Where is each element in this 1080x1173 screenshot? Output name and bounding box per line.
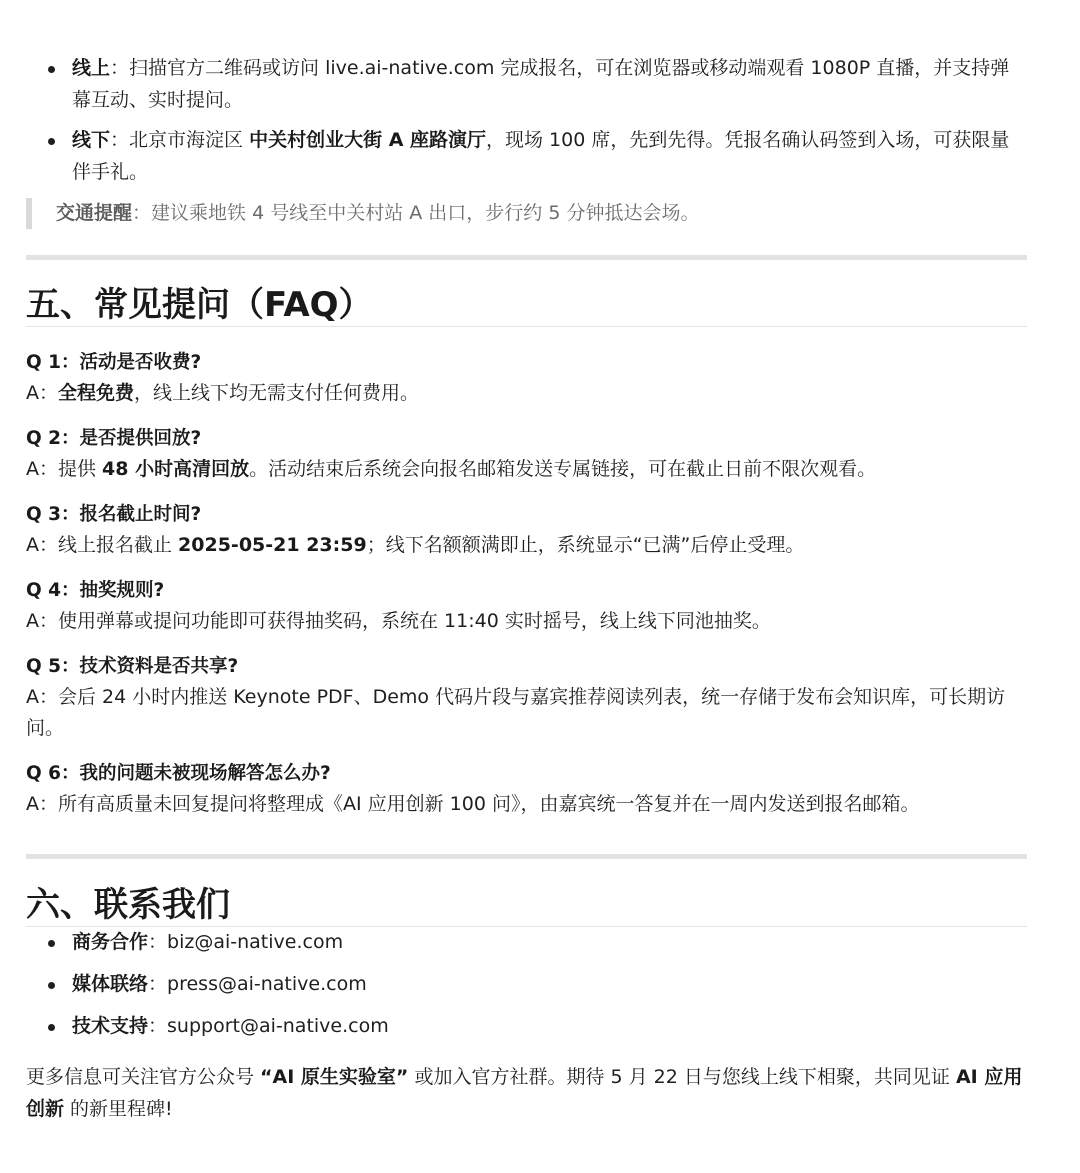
faq-answer: A：提供 48 小时高清回放。活动结束后系统会向报名邮箱发送专属链接，可在截止日前不限次观看。 xyxy=(26,458,877,480)
document-content xyxy=(26,0,1027,1125)
faq-answer: A：使用弹幕或提问功能即可获得抽奖码，系统在 11:40 实时摇号，线上线下同池抽奖。 xyxy=(26,610,771,632)
contact-item-support: 技术支持：support@ai-native.com xyxy=(26,1011,1027,1042)
faq-item xyxy=(26,575,1027,637)
media-email: press@ai-native.com xyxy=(167,973,367,995)
faq-question: Q 5：技术资料是否共享? xyxy=(26,656,239,677)
faq-item xyxy=(26,423,1027,485)
faq-item xyxy=(26,651,1027,744)
faq-answer: A：会后 24 小时内推送 Keynote PDF、Demo 代码片段与嘉宾推荐阅读列表，统一存储于发布会知识库，可长期访问。 xyxy=(26,686,1006,739)
faq-answer: A：所有高质量未回复提问将整理成《AI 应用创新 100 问》，由嘉宾统一答复并在一周内发送到报名邮箱。 xyxy=(26,793,920,815)
traffic-note-quote: 交通提醒：建议乘地铁 4 号线至中关村站 A 出口，步行约 5 分钟抵达会场。 xyxy=(26,198,1027,229)
closing-paragraph: 更多信息可关注官方公众号 “AI 原生实验室” 或加入官方社群。期待 5 月 22 日与您线上线下相聚，共同见证 AI 应用创新 的新里程碑! xyxy=(26,1066,1023,1120)
list-item-online: 线上：扫描官方二维码或访问 live.ai-native.com 完成报名，可在浏览器或移动端观看 1080P 直播，并支持弹幕互动、实时提问。 xyxy=(26,53,1027,116)
faq-item xyxy=(26,499,1027,561)
attendance-list xyxy=(26,53,1027,188)
official-account-name: “AI 原生实验室” xyxy=(260,1066,409,1088)
contact-item-business: 商务合作：biz@ai-native.com xyxy=(26,927,1027,958)
faq-heading: 五、常见提问（FAQ） xyxy=(26,260,1027,327)
faq-item xyxy=(26,758,1027,820)
faq-answer: A：全程免费，线上线下均无需支付任何费用。 xyxy=(26,382,420,404)
faq-question: Q 3：报名截止时间? xyxy=(26,504,202,525)
faq-question: Q 2：是否提供回放? xyxy=(26,428,202,449)
faq-answer: A：线上报名截止 2025-05-21 23:59；线下名额额满即止，系统显示“已满”后停止受理。 xyxy=(26,534,805,556)
support-email: support@ai-native.com xyxy=(167,1015,389,1037)
business-email: biz@ai-native.com xyxy=(167,931,344,953)
offline-label: 线下 xyxy=(72,129,111,151)
online-label: 线上 xyxy=(72,57,111,79)
faq-item xyxy=(26,347,1027,409)
faq-question: Q 6：我的问题未被现场解答怎么办? xyxy=(26,763,331,784)
traffic-note-label: 交通提醒 xyxy=(56,202,133,224)
contact-list xyxy=(26,927,1027,1042)
traffic-note-text: 建议乘地铁 4 号线至中关村站 A 出口，步行约 5 分钟抵达会场。 xyxy=(151,202,700,224)
faq-question: Q 1：活动是否收费? xyxy=(26,352,202,373)
online-text: 扫描官方二维码或访问 live.ai-native.com 完成报名，可在浏览器或移动端观看 1080P 直播，并支持弹幕互动、实时提问。 xyxy=(72,57,1010,111)
faq-question: Q 4：抽奖规则? xyxy=(26,580,165,601)
list-item-offline: 线下：北京市海淀区 中关村创业大街 A 座路演厅，现场 100 席，先到先得。凭报名确认码签到入场，可获限量伴手礼。 xyxy=(26,125,1027,188)
offline-venue: 中关村创业大街 A 座路演厅 xyxy=(249,129,487,151)
contact-item-media: 媒体联络：press@ai-native.com xyxy=(26,969,1027,1000)
contact-heading: 六、联系我们 xyxy=(26,859,1027,927)
